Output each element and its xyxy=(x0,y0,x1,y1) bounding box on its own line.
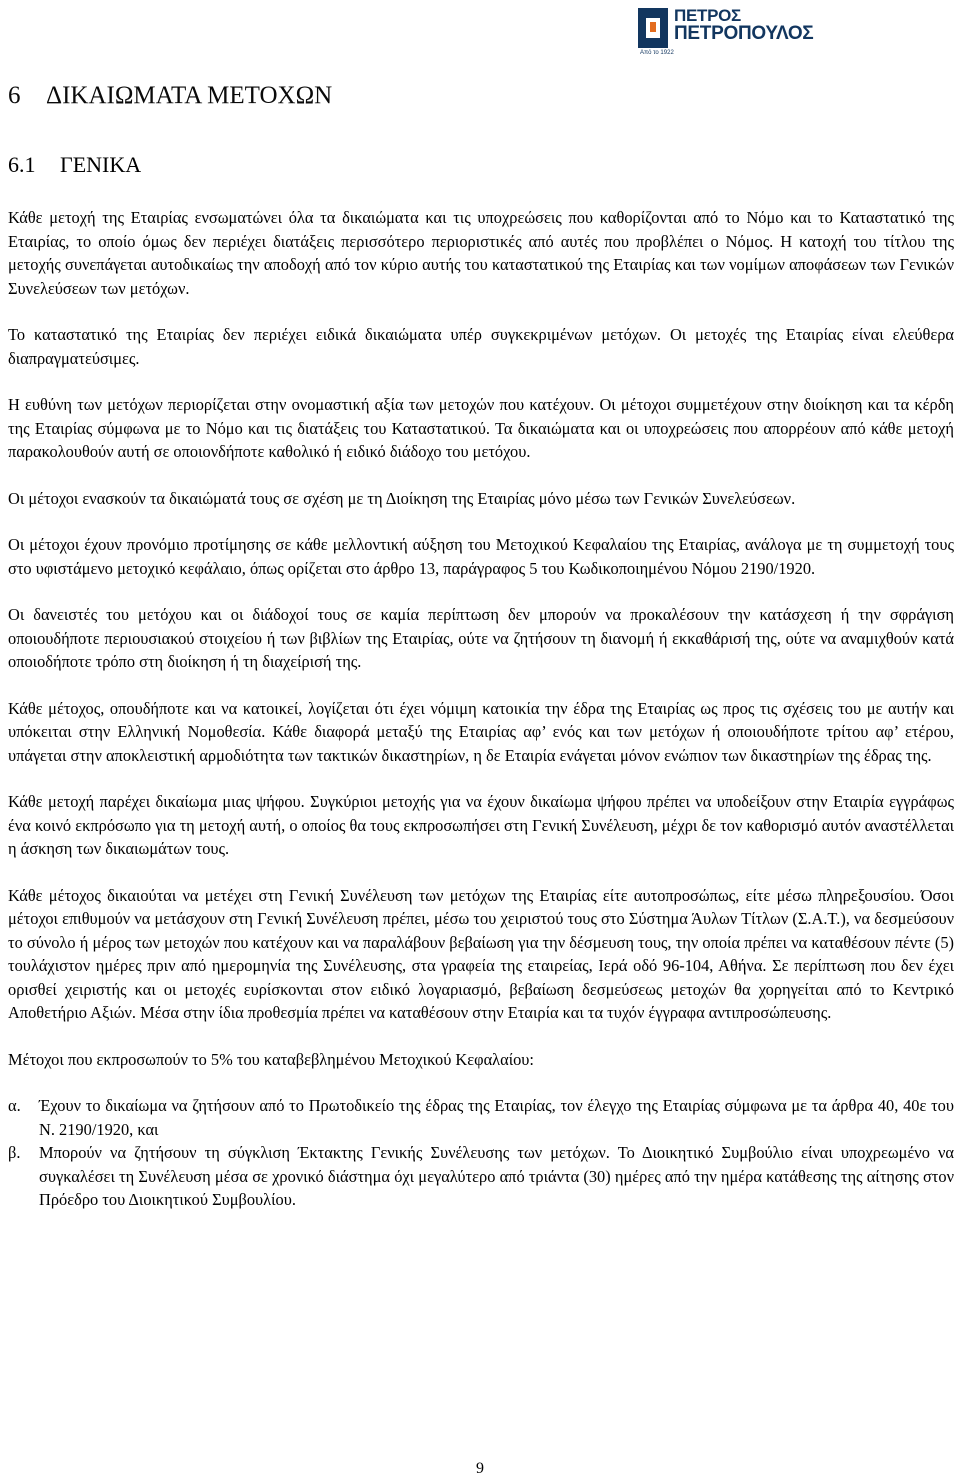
list-item xyxy=(8,1094,954,1141)
paragraph: Οι μέτοχοι ενασκούν τα δικαιώματά τους σε σχέση με τη Διοίκηση της Εταιρίας μόνο μέσω των Γενικών Συνελεύσεων. xyxy=(8,488,796,508)
page-number: 9 xyxy=(476,1460,484,1477)
paragraph: Κάθε μετοχή παρέχει δικαίωμα μιας ψήφου. Συγκύριοι μετοχής για να έχουν δικαίωμα ψήφου πρέπει να υποδείξουν στην Εταιρία εγγράφως ένα κοινό εκπρόσωπο για τη μετοχή αυτή, ο οποίος θα τους εκπροσωπήσει στη Γενική Συνέλευση, μέχρι δε τον καθορισμό αυτόν αναστέλλεται η άσκηση των δικαιωμάτων τους. xyxy=(8,792,954,858)
section-number: 6 xyxy=(8,82,21,109)
logo-mark-icon xyxy=(638,8,668,48)
subsection-heading xyxy=(8,152,141,178)
company-logo xyxy=(638,6,838,56)
paragraph: Κάθε μέτοχος δικαιούται να μετέχει στη Γενική Συνέλευση των μετόχων της Εταιρίας είτε αυτοπροσώπως, είτε μέσω πληρεξουσίου. Όσοι μέτοχοι επιθυμούν να μετάσχουν στη Γενική Συνέλευση πρέπει, μέσω του χειριστού τους στο Σύστημα Άυλων Τίτλων (Σ.Α.Τ.), να δεσμεύσουν το σύνολο ή μέρος των μετοχών που κατέχουν και να παραλάβουν βεβαίωση για την δέσμευση τους, την οποία πρέπει να καταθέσουν πέντε (5) τουλάχιστον ημέρες πριν από ημερομηνία της Συνέλευσης, στα γραφεία της εταιρείας, Ιερά οδό 96-104, Αθήνα. Σε περίπτωση που δεν έχει ορισθεί χειριστής και οι μετοχές ευρίσκονται στον ειδικό λογαριασμό, βεβαίωση δεσμεύσεως μετοχών θα χορηγείται από το Κεντρικό Αποθετήριο Αξιών. Μέσα στην ίδια προθεσμία πρέπει να καταθέσουν στην Εταιρία και τα τυχόν έγγραφα αντιπροσώπευσης. xyxy=(8,885,954,1022)
paragraph: Οι δανειστές του μετόχου και οι διάδοχοί τους σε καμία περίπτωση δεν μπορούν να προκαλέσουν την κατάσχεση ή την σφράγιση οποιουδήποτε περιουσιακού στοιχείου ή των βιβλίων της Εταιρίας, ούτε να ζητήσουν τη διανομή ή εκκαθάρισή της, ούτε να αναμιχθούν κατά οποιοδήποτε τρόπο στη διοίκηση ή τη διαχείρισή της. xyxy=(8,605,954,671)
logo-name-line1: ΠΕΤΡΟΣ xyxy=(674,6,741,25)
logo-name-line2: ΠΕΤΡΟΠΟΥΛΟΣ xyxy=(674,23,814,44)
paragraph: Η ευθύνη των μετόχων περιορίζεται στην ονομαστική αξία των μετοχών που κατέχουν. Οι μέτοχοι συμμετέχουν στην διοίκηση και τα κέρδη της Εταιρίας σύμφωνα με το Νόμο και τις διατάξεις του Καταστατικού. Τα δικαιώματα και οι υποχρεώσεις που απορρέουν από κάθε μετοχή παρακολουθούν αυτή σε οποιονδήποτε καθολικό ή ειδικό διάδοχο του μετόχου. xyxy=(8,395,954,461)
section-heading xyxy=(8,82,332,110)
paragraph: Μέτοχοι που εκπροσωπούν το 5% του καταβεβλημένου Μετοχικού Κεφαλαίου: xyxy=(8,1049,534,1069)
paragraph: Κάθε μέτοχος, οπουδήποτε και να κατοικεί, λογίζεται ότι έχει νόμιμη κατοικία την έδρα της Εταιρίας ως προς τις σχέσεις του με αυτήν και υπόκειται στην Ελληνική Νομοθεσία. Κάθε διαφορά μεταξύ της Εταιρίας αφ’ ενός και των μετόχων ή οποιουδήποτε τρίτου αφ’ ετέρου, υπάγεται στην αποκλειστική αρμοδιότητα των τακτικών δικαστηρίων, η δε Εταιρία ενάγεται μόνον ενώπιον των δικαστηρίων της έδρας της. xyxy=(8,698,954,765)
paragraph: Οι μέτοχοι έχουν προνόμιο προτίμησης σε κάθε μελλοντική αύξηση του Μετοχικού Κεφαλαίου της Εταιρίας, ανάλογα με τη συμμετοχή τους στο υφιστάμενο μετοχικό κεφάλαιο, όπως ορίζεται στο άρθρο 13, παράγραφος 5 του Κωδικοποιημένου Νόμου 2190/1920. xyxy=(8,535,954,578)
subsection-title: ΓΕΝΙΚΑ xyxy=(60,152,142,177)
list-item-text: Μπορούν να ζητήσουν τη σύγκλιση Έκτακτης Γενικής Συνέλευσης των μετόχων. Το Διοικητικό Συμβούλιο είναι υποχρεωμένο να συγκαλέσει τη Συνέλευση μέσα σε χρονικό διάστημα όχι μεγαλύτερο από τριάντα (30) ημέρες από την ημέρα κατάθεσης της αίτησης στον Πρόεδρο του Διοικητικού Συμβουλίου. xyxy=(39,1143,954,1209)
paragraph: Το καταστατικό της Εταιρίας δεν περιέχει ειδικά δικαιώματα υπέρ συγκεκριμένων μετόχων. Οι μετοχές της Εταιρίας είναι ελεύθερα διαπραγματεύσιμες. xyxy=(8,325,954,368)
list-item xyxy=(8,1141,954,1212)
list-marker: β. xyxy=(8,1143,21,1162)
section-title: ΔΙΚΑΙΩΜΑΤΑ ΜΕΤΟΧΩΝ xyxy=(46,82,333,109)
paragraph: Κάθε μετοχή της Εταιρίας ενσωματώνει όλα τα δικαιώματα και τις υποχρεώσεις που καθορίζονται από το Νόμο και το Καταστατικό της Εταιρίας, το οποίο όμως δεν περιέχει διατάξεις περισσότερο περιοριστικές από αυτές που προβλέπει ο Νόμος. Η κατοχή του τίτλου της μετοχής συνεπάγεται αυτοδικαίως την αποδοχή από τον κύριο αυτής του καταστατικού της Εταιρίας και των νομίμων αποφάσεων των Γενικών Συνελεύσεων των μετόχων. xyxy=(8,208,954,298)
logo-since: Από το 1922 xyxy=(640,50,674,56)
rights-list xyxy=(8,1094,954,1212)
subsection-number: 6.1 xyxy=(8,152,36,177)
list-item-text: Έχουν το δικαίωμα να ζητήσουν από το Πρωτοδικείο της έδρας της Εταιρίας, τον έλεγχο της Εταιρίας σύμφωνα με τα άρθρα 40, 40ε του Ν. 2190/1920, και xyxy=(39,1096,954,1139)
list-marker: α. xyxy=(8,1096,21,1115)
document-body xyxy=(8,206,954,1212)
